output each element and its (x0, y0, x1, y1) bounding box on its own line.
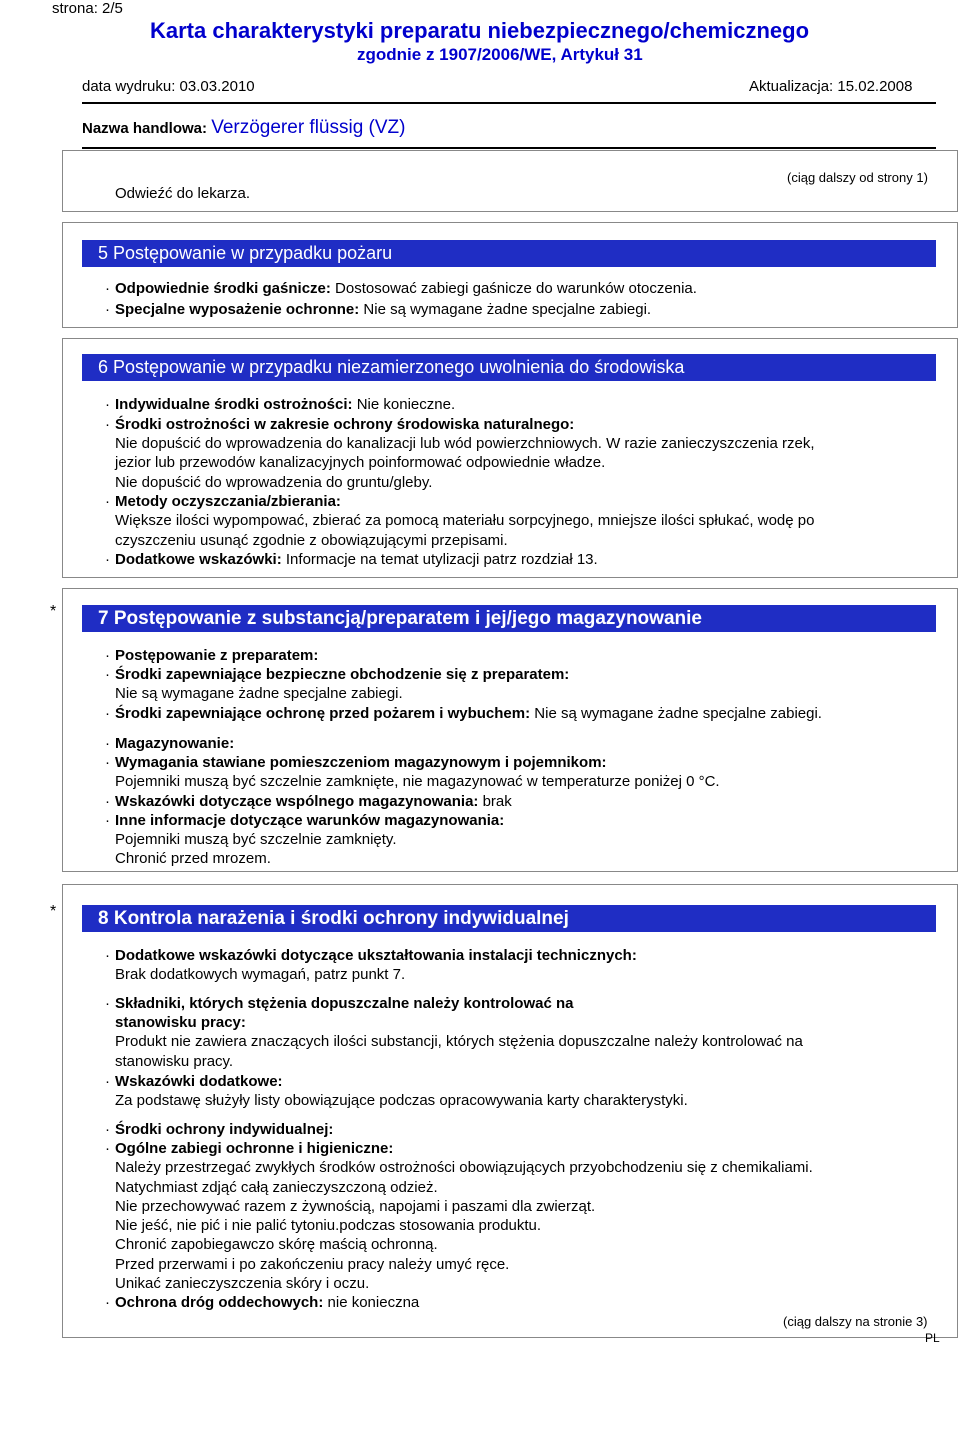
s6-line-2-label: Środki ostrożności w zakresie ochrony środowiska naturalnego: (115, 416, 575, 433)
bullet: · (105, 301, 110, 318)
s8-line-5-text-3: Nie przechowywać razem z żywnością, napojami i paszami dla zwierząt. (115, 1198, 596, 1215)
s7-line-5-text: Pojemniki muszą być szczelnie zamknięte, nie magazynować w temperaturze poniżej 0 °C. (115, 773, 720, 790)
continuation-text: Odwieźć do lekarza. (115, 185, 251, 202)
print-date: data wydruku: 03.03.2010 (82, 78, 255, 95)
section-6-header: 6 Postępowanie w przypadku niezamierzonego uwolnienia do środowiska (82, 354, 936, 381)
change-marker: * (50, 603, 57, 620)
s8-line-5-text-7: Unikać zanieczyszczenia skóry i oczu. (115, 1275, 370, 1292)
bullet: · (105, 416, 110, 433)
language-code: PL (925, 1331, 940, 1345)
s8-line-2-label-b: stanowisku pracy: (115, 1014, 246, 1031)
s8-line-5-text-5: Chronić zapobiegawczo skórę maścią ochronną. (115, 1236, 438, 1253)
change-marker: * (50, 903, 57, 920)
page-number: strona: 2/5 (52, 0, 123, 17)
bullet: · (105, 1121, 110, 1138)
s7-line-6: Wskazówki dotyczące wspólnego magazynowania: brak (115, 793, 512, 810)
s6-line-2-text-2: jezior lub przewodów kanalizacyjnych poinformować odpowiednie władze. (115, 454, 606, 471)
bullet: · (105, 754, 110, 771)
bullet: · (105, 551, 110, 568)
bullet: · (105, 647, 110, 664)
bullet: · (105, 947, 110, 964)
s8-line-3-text: Za podstawę służyły listy obowiązujące podczas opracowywania karty charakterystyki. (115, 1092, 688, 1109)
s7-line-7-text-2: Chronić przed mrozem. (115, 850, 271, 867)
bullet: · (105, 735, 110, 752)
header-divider (82, 102, 936, 104)
bullet: · (105, 793, 110, 810)
s7-line-2-label: Środki zapewniające bezpieczne obchodzenie się z preparatem: (115, 666, 570, 683)
s8-line-6: Ochrona dróg oddechowych: nie konieczna (115, 1294, 420, 1311)
s8-line-2-text-1: Produkt nie zawiera znaczących ilości substancji, których stężenia dopuszczalne należy kontrolować na (115, 1033, 803, 1050)
s8-line-5-text-1: Należy przestrzegać zwykłych środków ostrożności obowiązujących przyobchodzeniu się z chemikaliami. (115, 1159, 813, 1176)
s6-line-3-text-1: Większe ilości wypompować, zbierać za pomocą materiału sorpcyjnego, mniejsze ilości spłukać, wodę po (115, 512, 815, 529)
s7-line-3: Środki zapewniające ochronę przed pożarem i wybuchem: Nie są wymagane żadne specjalne zabiegi. (115, 705, 822, 722)
trade-name (82, 117, 406, 139)
s6-line-2-text-3: Nie dopuścić do wprowadzenia do gruntu/gleby. (115, 474, 433, 491)
s7-line-7-label: Inne informacje dotyczące warunków magazynowania: (115, 812, 505, 829)
bullet: · (105, 995, 110, 1012)
continuation-note: (ciąg dalszy od strony 1) (787, 170, 928, 185)
s7-line-5-label: Wymagania stawiane pomieszczeniom magazynowym i pojemnikom: (115, 754, 607, 771)
s7-line-1: Postępowanie z preparatem: (115, 647, 319, 664)
bullet: · (105, 705, 110, 722)
s5-line-2: Specjalne wyposażenie ochronne: Nie są wymagane żadne specjalne zabiegi. (115, 301, 652, 318)
section-5-header: 5 Postępowanie w przypadku pożaru (82, 240, 936, 267)
continuation-footer-note: (ciąg dalszy na stronie 3) (783, 1314, 928, 1329)
s8-line-2-text-2: stanowisku pracy. (115, 1053, 234, 1070)
section-7-header: 7 Postępowanie z substancją/preparatem i jej/jego magazynowanie (82, 605, 936, 632)
s7-line-4: Magazynowanie: (115, 735, 235, 752)
s8-line-2-label-a: Składniki, których stężenia dopuszczalne należy kontrolować na (115, 995, 574, 1012)
trade-name-divider (82, 147, 936, 149)
s8-line-5-text-2: Natychmiast zdjąć całą zanieczyszczoną odzież. (115, 1179, 438, 1196)
s5-line-1: Odpowiednie środki gaśnicze: Dostosować zabiegi gaśnicze do warunków otoczenia. (115, 280, 697, 297)
s8-line-1-label: Dodatkowe wskazówki dotyczące ukształtowania instalacji technicznych: (115, 947, 637, 964)
s8-line-3-label: Wskazówki dodatkowe: (115, 1073, 283, 1090)
s6-line-3-text-2: czyszczeniu usunąć zgodnie z obowiązującymi przepisami. (115, 532, 508, 549)
trade-name-label: Nazwa handlowa: (82, 120, 208, 137)
s8-line-5-text-6: Przed przerwami i po zakończeniu pracy należy umyć ręce. (115, 1256, 510, 1273)
bullet: · (105, 396, 110, 413)
s6-line-3-label: Metody oczyszczania/zbierania: (115, 493, 341, 510)
trade-name-value: Verzögerer flüssig (VZ) (211, 117, 406, 138)
s8-line-5-text-4: Nie jeść, nie pić i nie palić tytoniu.podczas stosowania produktu. (115, 1217, 542, 1234)
bullet: · (105, 1294, 110, 1311)
update-date: Aktualizacja: 15.02.2008 (749, 78, 913, 95)
s8-line-4-label: Środki ochrony indywidualnej: (115, 1121, 334, 1138)
bullet: · (105, 1073, 110, 1090)
s6-line-1: Indywidualne środki ostrożności: Nie konieczne. (115, 396, 456, 413)
bullet: · (105, 280, 110, 297)
s6-line-4: Dodatkowe wskazówki: Informacje na temat utylizacji patrz rozdział 13. (115, 551, 598, 568)
bullet: · (105, 666, 110, 683)
s7-line-7-text-1: Pojemniki muszą być szczelnie zamknięty. (115, 831, 397, 848)
s6-line-2-text-1: Nie dopuścić do wprowadzenia do kanalizacji lub wód powierzchniowych. W razie zanieczyszczenia rzek, (115, 435, 815, 452)
bullet: · (105, 1140, 110, 1157)
document-title: Karta charakterystyki preparatu niebezpiecznego/chemicznego (150, 18, 810, 43)
s8-line-1-text: Brak dodatkowych wymagań, patrz punkt 7. (115, 966, 406, 983)
bullet: · (105, 493, 110, 510)
s8-line-5-label: Ogólne zabiegi ochronne i higieniczne: (115, 1140, 394, 1157)
section-8-header: 8 Kontrola narażenia i środki ochrony indywidualnej (82, 905, 936, 932)
s7-line-2-text: Nie są wymagane żadne specjalne zabiegi. (115, 685, 403, 702)
bullet: · (105, 812, 110, 829)
document-subtitle: zgodnie z 1907/2006/WE, Artykuł 31 (357, 45, 643, 64)
